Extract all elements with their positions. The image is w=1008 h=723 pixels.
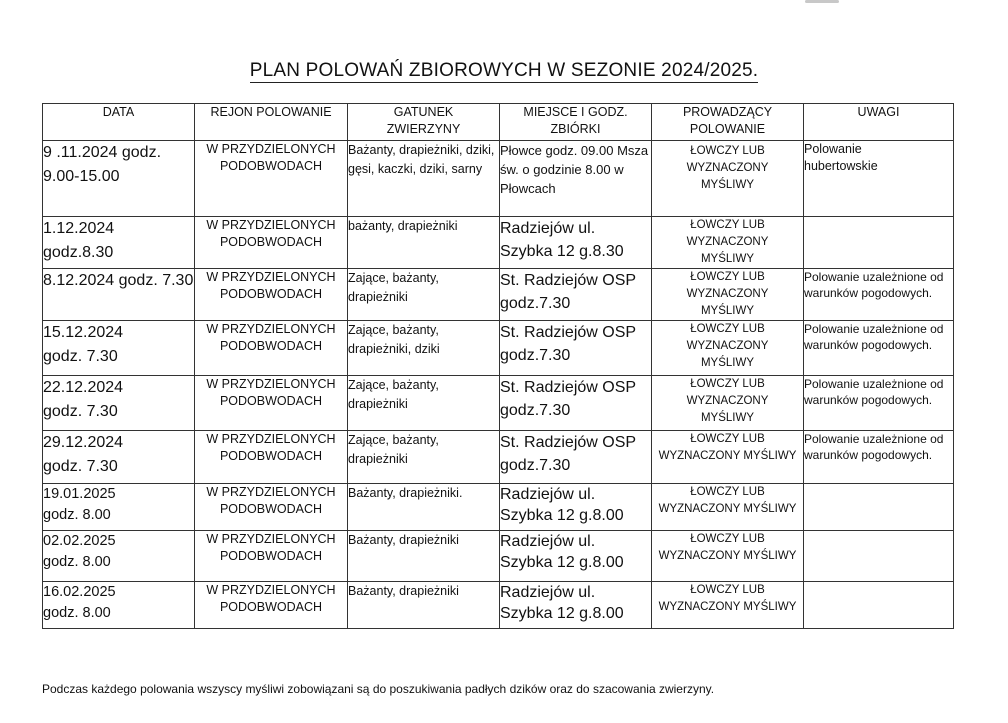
row-region: W PRZYDZIELONYCH PODOBWODACH [195, 484, 348, 531]
header-notes: UWAGI [804, 104, 954, 141]
row-date: 15.12.2024 godz. 7.30 [43, 321, 195, 376]
row-place: Radziejów ul. Szybka 12 g.8.00 [500, 484, 652, 531]
header-leader: PROWADZĄCY POLOWANIE [652, 104, 804, 141]
row-notes: Polowanie uzależnione od warunków pogodowych. [804, 269, 954, 321]
row-notes: Polowanie uzależnione od warunków pogodowych. [804, 376, 954, 431]
page-title: PLAN POLOWAŃ ZBIOROWYCH W SEZONIE 2024/2025. [249, 60, 759, 81]
row-date: 9 .11.2024 godz. 9.00-15.00 [43, 141, 195, 217]
row-region: W PRZYDZIELONYCH PODOBWODACH [195, 269, 348, 321]
row-species: Zające, bażanty, drapieżniki [348, 269, 500, 321]
header-region: REJON POLOWANIE [195, 104, 348, 141]
row-region: W PRZYDZIELONYCH PODOBWODACH [195, 431, 348, 484]
table-row [43, 217, 954, 269]
row-notes: Polowanie uzależnione od warunków pogodowych. [804, 431, 954, 484]
row-species: Zające, bażanty, drapieżniki, dziki [348, 321, 500, 376]
row-leader: ŁOWCZY LUB WYZNACZONY MYŚLIWY [652, 531, 804, 582]
row-place: St. Radziejów OSP godz.7.30 [500, 269, 652, 321]
row-species: Bażanty, drapieżniki. [348, 484, 500, 531]
row-species: Bażanty, drapieżniki, dziki, gęsi, kaczki, dziki, sarny [348, 141, 500, 217]
row-notes [804, 484, 954, 531]
header-species: GATUNEK ZWIERZYNY [348, 104, 500, 141]
row-notes [804, 217, 954, 269]
row-date: 1.12.2024 godz.8.30 [43, 217, 195, 269]
row-place: St. Radziejów OSP godz.7.30 [500, 376, 652, 431]
header-date: DATA [43, 104, 195, 141]
row-date: 16.02.2025 godz. 8.00 [43, 582, 195, 629]
row-notes: Polowanie hubertowskie [804, 141, 954, 217]
row-leader: ŁOWCZY LUB WYZNACZONY MYŚLIWY [652, 141, 804, 217]
table-row [43, 141, 954, 217]
row-date: 8.12.2024 godz. 7.30 [43, 269, 195, 321]
table-row [43, 484, 954, 531]
row-region: W PRZYDZIELONYCH PODOBWODACH [195, 376, 348, 431]
table-row [43, 531, 954, 582]
row-species: Zające, bażanty, drapieżniki [348, 431, 500, 484]
row-place: Radziejów ul. Szybka 12 g.8.00 [500, 582, 652, 629]
row-place: Radziejów ul. Szybka 12 g.8.30 [500, 217, 652, 269]
row-region: W PRZYDZIELONYCH PODOBWODACH [195, 321, 348, 376]
row-region: W PRZYDZIELONYCH PODOBWODACH [195, 141, 348, 217]
table-row [43, 321, 954, 376]
row-species: Zające, bażanty, drapieżniki [348, 376, 500, 431]
row-leader: ŁOWCZY LUB WYZNACZONY MYŚLIWY [652, 321, 804, 376]
scan-artifact [805, 0, 839, 3]
header-place: MIEJSCE I GODZ. ZBIÓRKI [500, 104, 652, 141]
row-species: Bażanty, drapieżniki [348, 582, 500, 629]
row-notes [804, 531, 954, 582]
table-header-row [43, 104, 954, 141]
table-row [43, 269, 954, 321]
row-leader: ŁOWCZY LUB WYZNACZONY MYŚLIWY [652, 269, 804, 321]
row-leader: ŁOWCZY LUB WYZNACZONY MYŚLIWY [652, 376, 804, 431]
row-species: bażanty, drapieżniki [348, 217, 500, 269]
row-leader: ŁOWCZY LUB WYZNACZONY MYŚLIWY [652, 484, 804, 531]
row-notes: Polowanie uzależnione od warunków pogodowych. [804, 321, 954, 376]
row-leader: ŁOWCZY LUB WYZNACZONY MYŚLIWY [652, 217, 804, 269]
row-region: W PRZYDZIELONYCH PODOBWODACH [195, 217, 348, 269]
row-place: Radziejów ul. Szybka 12 g.8.00 [500, 531, 652, 582]
row-region: W PRZYDZIELONYCH PODOBWODACH [195, 582, 348, 629]
table-row [43, 582, 954, 629]
row-species: Bażanty, drapieżniki [348, 531, 500, 582]
row-leader: ŁOWCZY LUB WYZNACZONY MYŚLIWY [652, 431, 804, 484]
row-date: 22.12.2024 godz. 7.30 [43, 376, 195, 431]
row-leader: ŁOWCZY LUB WYZNACZONY MYŚLIWY [652, 582, 804, 629]
row-region: W PRZYDZIELONYCH PODOBWODACH [195, 531, 348, 582]
row-date: 29.12.2024 godz. 7.30 [43, 431, 195, 484]
footer-note: Podczas każdego polowania wszyscy myśliwi zobowiązani są do poszukiwania padłych dzików oraz do szacowania zwierzyny. [42, 682, 715, 696]
row-date: 19.01.2025 godz. 8.00 [43, 484, 195, 531]
row-date: 02.02.2025 godz. 8.00 [43, 531, 195, 582]
row-place: St. Radziejów OSP godz.7.30 [500, 431, 652, 484]
row-place: Płowce godz. 09.00 Msza św. o godzinie 8.00 w Płowcach [500, 141, 652, 217]
row-notes [804, 582, 954, 629]
row-place: St. Radziejów OSP godz.7.30 [500, 321, 652, 376]
table-row [43, 431, 954, 484]
hunting-plan-table [42, 103, 954, 629]
table-row [43, 376, 954, 431]
